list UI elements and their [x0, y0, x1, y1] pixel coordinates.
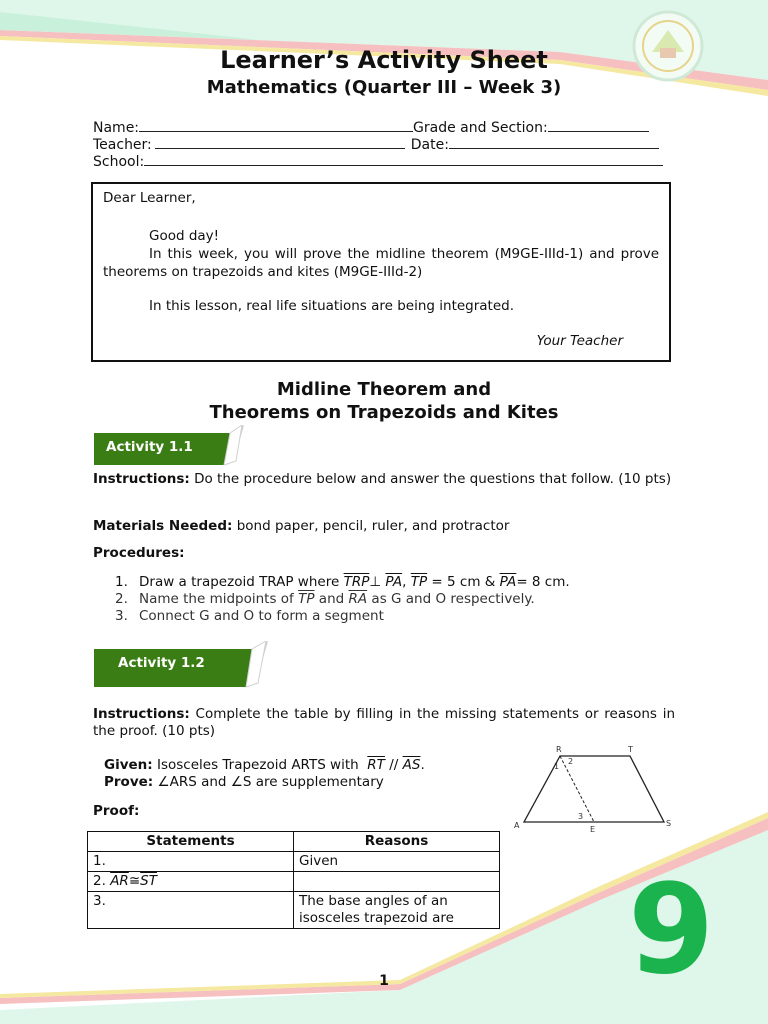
info-row-school: [93, 153, 663, 170]
activity-1-1-banner: [92, 425, 272, 470]
procedures-heading: [93, 545, 675, 562]
angle-1-label: 1: [554, 762, 560, 771]
instructions-label: Instructions:: [93, 471, 190, 487]
page-number: 1: [379, 973, 389, 989]
reason-cell[interactable]: Given: [294, 852, 500, 872]
school-field[interactable]: [144, 153, 663, 166]
letter-greeting: Dear Learner,: [103, 190, 196, 206]
given-label: Given:: [104, 757, 153, 773]
activity-1-1-label: Activity 1.1: [106, 439, 193, 455]
instructions-text-2: Complete the table by filling in the missing statements or reasons in the proof. (10 pts): [93, 706, 675, 739]
grade-section-label: Grade and Section:: [413, 120, 548, 136]
procedure-step-2: 2. Name the midpoints of $\overline{TP}$ and $\overline{RA}$ as G and O respectively.: [115, 591, 535, 607]
proof-label: Proof:: [93, 803, 140, 819]
column-header-reasons: Reasons: [294, 832, 500, 852]
materials-text: bond paper, pencil, ruler, and protractor: [236, 518, 510, 534]
table-row: [88, 892, 500, 929]
school-label: School:: [93, 154, 145, 170]
trapezoid-figure: [512, 742, 677, 837]
table-header-row: [88, 832, 500, 852]
materials-needed: [93, 518, 675, 535]
vertex-t-label: T: [628, 745, 633, 754]
prove-label: Prove:: [104, 774, 154, 790]
prove-statement: [104, 774, 504, 791]
vertex-s-label: S: [666, 819, 672, 828]
page-subtitle: Mathematics (Quarter III – Week 3): [206, 77, 562, 98]
instructions-label-2: Instructions:: [93, 706, 190, 722]
table-row: [88, 872, 500, 892]
statement-cell[interactable]: 3.: [88, 892, 294, 929]
teacher-label: Teacher:: [93, 137, 152, 153]
grade-section-field[interactable]: [548, 119, 649, 132]
given-text: Isosceles Trapezoid ARTS with: [156, 757, 359, 773]
table-row: [88, 852, 500, 872]
letter-body-2: In this lesson, real life situations are being integrated.: [149, 298, 515, 314]
procedure-list: [115, 574, 570, 625]
statement-cell[interactable]: 1.: [88, 852, 294, 872]
proof-table: [87, 831, 500, 929]
teacher-field[interactable]: [155, 136, 405, 149]
angle-2-label: 2: [568, 757, 574, 766]
grade-number: 9: [628, 858, 715, 1002]
section-title-line1: Midline Theorem and: [276, 379, 492, 400]
name-field[interactable]: [139, 119, 413, 132]
info-row-teacher: [93, 136, 659, 153]
vertex-a-label: A: [514, 821, 520, 830]
vertex-r-label: R: [556, 745, 562, 754]
page-title: Learner’s Activity Sheet: [220, 46, 548, 74]
activity-1-1-instructions: [93, 471, 675, 488]
angle-3-label: 3: [578, 812, 584, 821]
point-e-label: E: [590, 825, 596, 834]
statement-cell[interactable]: 2. $\overline{AR}≅\overline{ST}$: [88, 872, 294, 892]
activity-1-2-instructions: [93, 706, 675, 740]
prove-text: ∠ARS and ∠S are supplementary: [157, 774, 384, 790]
name-label: Name:: [93, 120, 140, 136]
info-row-name: [93, 119, 649, 136]
given-statement: Given: Isosceles Trapezoid ARTS with $\overline{RT} // \overline{AS}$.: [104, 757, 425, 773]
column-header-statements: Statements: [88, 832, 294, 852]
reason-cell[interactable]: [294, 872, 500, 892]
materials-label: Materials Needed:: [93, 518, 233, 534]
date-label: Date:: [410, 137, 449, 153]
instructions-text: Do the procedure below and answer the questions that follow. (10 pts): [194, 471, 672, 487]
section-title-line2: Theorems on Trapezoids and Kites: [209, 402, 559, 423]
activity-1-2-label: Activity 1.2: [118, 655, 205, 671]
dear-learner-letter: [91, 182, 671, 362]
procedure-step-3: 3. Connect G and O to form a segment: [115, 608, 384, 624]
date-field[interactable]: [449, 136, 659, 149]
procedures-label: Procedures:: [93, 545, 185, 561]
reason-cell[interactable]: The base angles of an isosceles trapezoid are: [294, 892, 500, 929]
procedure-step-1: 1. Draw a trapezoid TRAP where $\overline{TRP}\perp$ $\overline{PA}$, $\overline{TP} = 5$ cm & $\overline{PA}= 8$ cm.: [115, 574, 570, 590]
letter-signature: Your Teacher: [536, 333, 623, 349]
letter-good-day: Good day!: [149, 228, 220, 244]
letter-body: In this week, you will prove the midline theorem (M9GE-IIId-1) and prove theorems on trapezoids and kites (M9GE-IIId-2): [103, 246, 659, 280]
activity-1-2-banner: [92, 641, 272, 686]
